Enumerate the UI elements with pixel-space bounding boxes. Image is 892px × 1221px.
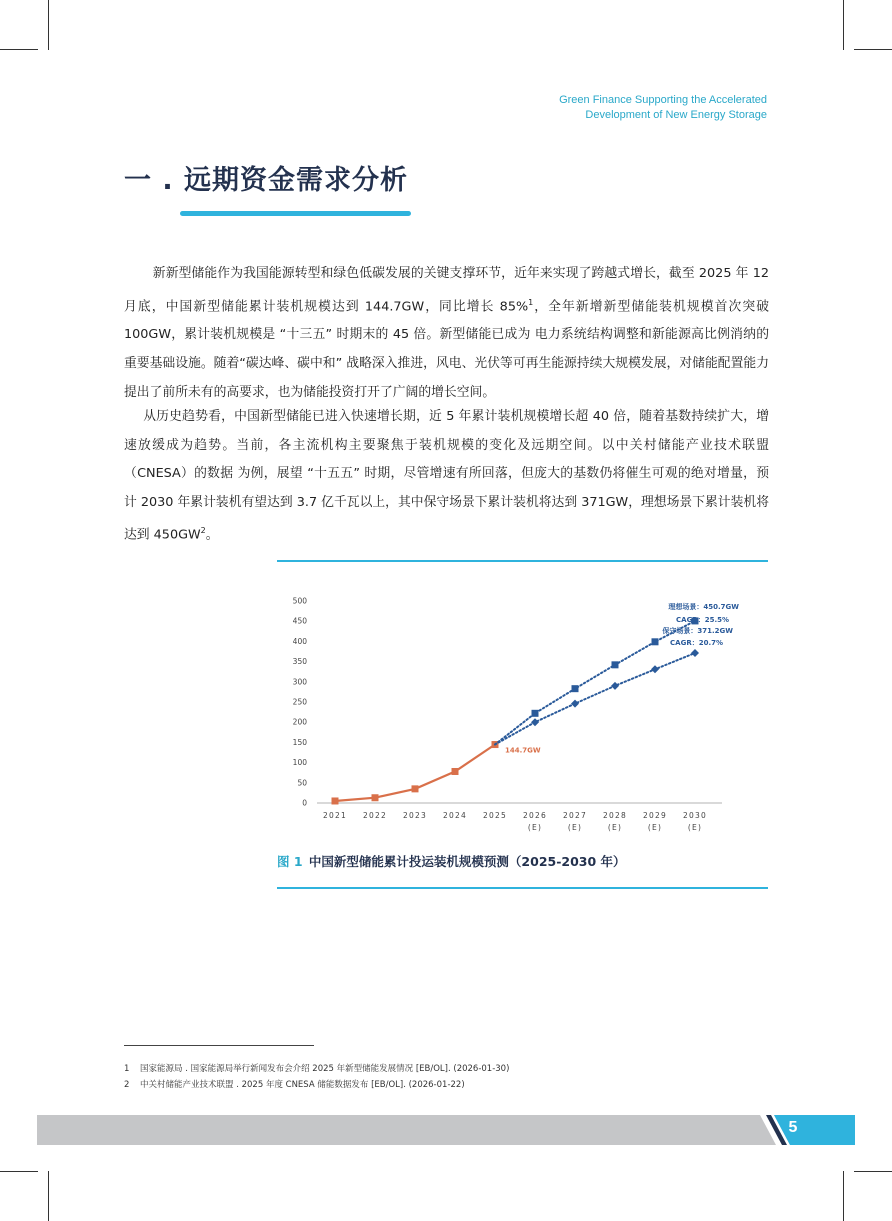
conservative-scenario-label: 保守场景：371.2GW (662, 627, 733, 636)
y-tick-label: 0 (302, 798, 307, 808)
historical-point (412, 785, 419, 792)
historical-point (452, 768, 459, 775)
x-tick-label: 2022 (363, 811, 387, 820)
x-tick-label: (E) (687, 823, 703, 832)
footnote (124, 1078, 465, 1090)
body-paragraph (124, 260, 769, 407)
y-tick-label: 150 (292, 737, 307, 747)
x-tick-label: (E) (527, 823, 543, 832)
y-tick-label: 200 (292, 717, 307, 727)
crop-mark (48, 1171, 49, 1221)
ideal-point (652, 638, 659, 645)
figure-label: 图 1 (277, 854, 303, 869)
figure-caption (277, 852, 626, 870)
x-tick-label: (E) (567, 823, 583, 832)
figure-top-rule (277, 560, 768, 562)
y-tick-label: 500 (292, 596, 307, 606)
running-header-line: Development of New Energy Storage (585, 108, 767, 121)
page-number: 5 (788, 1119, 798, 1136)
crop-mark (843, 0, 844, 50)
footnote-number: 1 (124, 1064, 130, 1074)
footnote-ref: 1 (528, 297, 534, 307)
running-header-line: Green Finance Supporting the Accelerated (559, 94, 767, 106)
page-number-tab (760, 1115, 855, 1145)
x-tick-label: (E) (647, 823, 663, 832)
figure-bottom-rule (277, 887, 768, 889)
x-tick-label: 2024 (443, 811, 467, 820)
x-tick-label: 2025 (483, 811, 507, 820)
x-tick-label: 2030 (683, 811, 707, 820)
footnote-rule (124, 1045, 314, 1046)
conservative-cagr-label: CAGR：20.7% (670, 639, 723, 648)
y-tick-label: 300 (292, 677, 307, 687)
x-tick-label: 2026 (523, 811, 547, 820)
y-tick-label: 350 (292, 657, 307, 667)
crop-mark (0, 49, 38, 50)
y-tick-label: 250 (292, 697, 307, 707)
figure-caption-text: 中国新型储能累计投运装机规模预测（2025-2030 年） (308, 854, 626, 869)
x-tick-label: (E) (607, 823, 623, 832)
crop-mark (48, 0, 49, 50)
footnote-text: 国家能源局 . 国家能源局举行新闻发布会介绍 2025 年新型储能发展情况 [EB/OL]. (2026-01-30) (140, 1064, 510, 1074)
x-tick-label: 2023 (403, 811, 427, 820)
x-tick-label: 2027 (563, 811, 587, 820)
crop-mark (854, 1171, 892, 1172)
y-tick-label: 50 (297, 778, 307, 788)
value-label-2025: 144.7GW (505, 746, 541, 755)
title-underline (180, 211, 411, 216)
x-tick-label: 2028 (603, 811, 627, 820)
historical-point (332, 797, 339, 804)
section-title: 一 . 远期资金需求分析 (124, 165, 409, 196)
y-tick-label: 450 (292, 616, 307, 626)
paragraph-text: 新新型储能作为我国能源转型和绿色低碳发展的关键支撑环节，近年来实现了跨越式增长，截至 2025 年 12 月底，中国新型储能累计装机规模达到 144.7GW，同比增长 85% (124, 266, 769, 314)
crop-mark (843, 1171, 844, 1221)
body-paragraph (124, 403, 769, 550)
crop-mark (0, 1171, 38, 1172)
y-tick-label: 100 (292, 758, 307, 768)
footnote-number: 2 (124, 1080, 130, 1090)
footnote (124, 1062, 509, 1074)
running-header (559, 93, 767, 122)
x-tick-label: 2029 (643, 811, 667, 820)
paragraph-text: 。 (205, 527, 219, 543)
ideal-point (532, 710, 539, 717)
footnote-ref: 2 (200, 526, 206, 536)
ideal-scenario-label: 理想场景：450.7GW (668, 602, 739, 611)
paragraph-text: ，全年新增新型储能装机规模首次突破 100GW，累计装机规模是 “十三五” 时期末的 45 倍。新型储能已成为 电力系统结构调整和新能源高比例消纳的重要基础设施。随着“碳达峰、碳中和” 战略深入推进，风电、光伏等可再生能源持续大规模发展，对储能配置能力提出了前所未有的高要求，也为储能投资打开了广阔的增长空间。 (124, 298, 769, 400)
x-tick-label: 2021 (323, 811, 347, 820)
y-tick-label: 400 (292, 636, 307, 646)
ideal-cagr-label: CAGR：25.5% (676, 615, 729, 624)
footer-band (37, 1115, 855, 1145)
paragraph-text: 从历史趋势看，中国新型储能已进入快速增长期，近 5 年累计装机规模增长超 40 倍，随着基数持续扩大，增速放缓成为趋势。当前，各主流机构主要聚焦于装机规模的变化及远期空间。以中关村储能产业技术联盟（CNESA）的数据 为例，展望 “十五五” 时期，尽管增速有所回落，但庞大的基数仍将催生可观的绝对增量，预计 2030 年累计装机有望达到 3.7 亿千瓦以上，其中保守场景下累计装机将达到 371GW，理想场景下累计装机将达到 450GW (124, 409, 769, 543)
crop-mark (854, 49, 892, 50)
historical-point (372, 794, 379, 801)
footnote-text: 中关村储能产业技术联盟 . 2025 年度 CNESA 储能数据发布 [EB/OL]. (2026-01-22) (140, 1080, 465, 1090)
storage-capacity-chart (277, 588, 768, 838)
ideal-point (572, 685, 579, 692)
ideal-point (612, 661, 619, 668)
